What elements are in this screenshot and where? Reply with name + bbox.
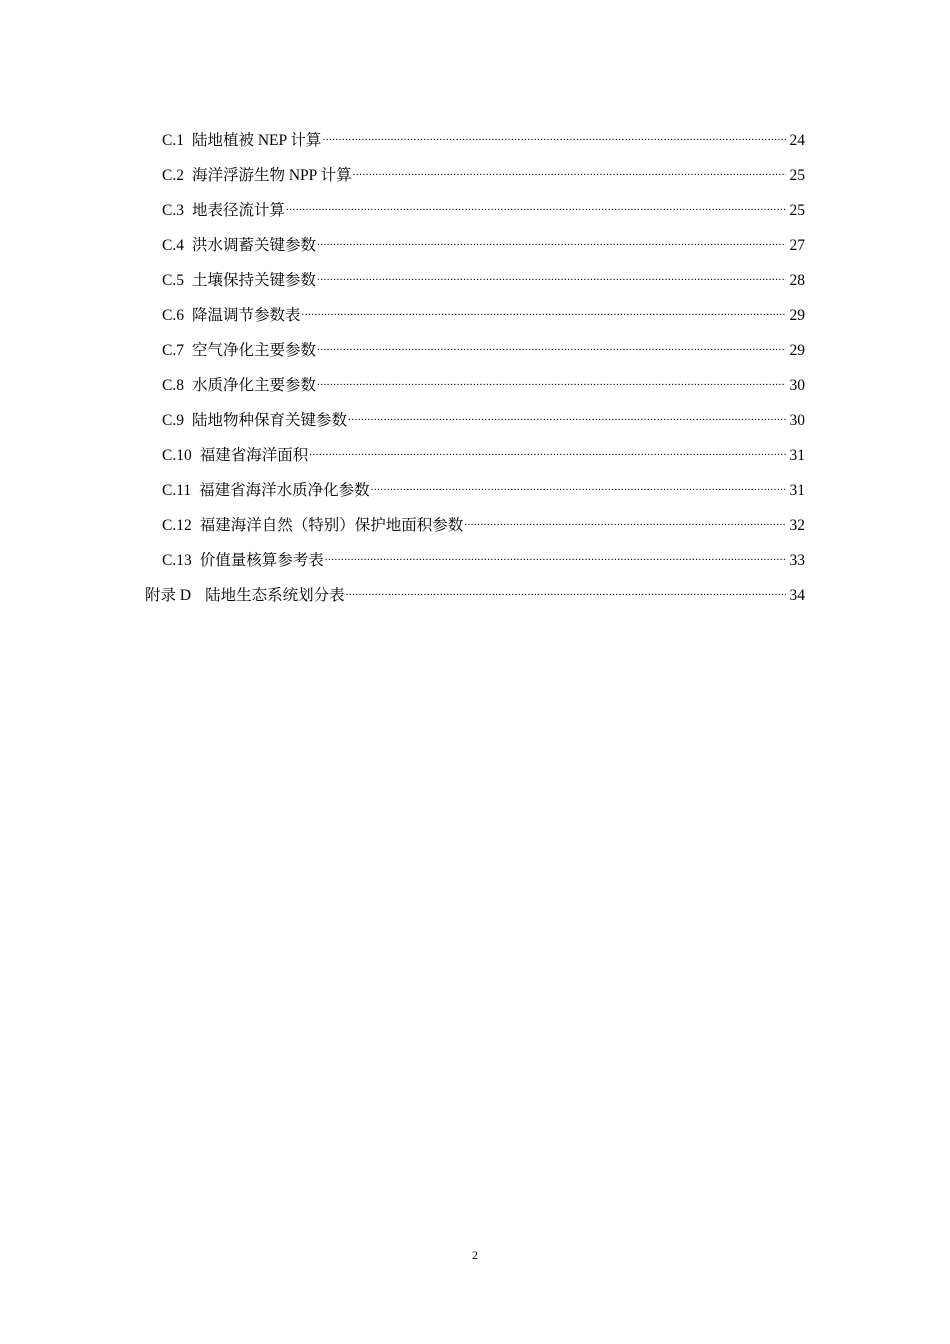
- toc-entry-page: 33: [789, 552, 805, 569]
- toc-entry-title: 福建海洋自然（特别）保护地面积参数: [199, 517, 464, 534]
- toc-entry-page: 28: [789, 272, 805, 289]
- toc-dot-leader: [317, 232, 786, 252]
- toc-entry-number: C.12: [162, 517, 192, 534]
- toc-dot-leader: [309, 442, 786, 462]
- toc-entry[interactable]: [0, 291, 950, 326]
- page-number: 2: [472, 1248, 478, 1262]
- toc-entry[interactable]: [0, 116, 950, 151]
- toc-entry-number: C.11: [162, 482, 192, 499]
- toc-entry-number: C.4: [162, 237, 184, 254]
- toc-entry-number: C.1: [162, 132, 184, 149]
- toc-entry[interactable]: [0, 221, 950, 256]
- toc-entry-title: 土壤保持关键参数: [191, 272, 316, 289]
- table-of-contents: [0, 116, 950, 606]
- toc-entry-title: 陆地生态系统划分表: [205, 587, 345, 604]
- toc-entry-title: 降温调节参数表: [191, 307, 301, 324]
- toc-entry-label: [162, 376, 316, 396]
- toc-dot-leader: [371, 477, 786, 497]
- toc-entry-page: 31: [789, 447, 805, 464]
- toc-entry-appendix[interactable]: [0, 571, 950, 606]
- toc-entry[interactable]: [0, 466, 950, 501]
- toc-entry-title: 水质净化主要参数: [191, 377, 316, 394]
- toc-entry[interactable]: [0, 501, 950, 536]
- toc-entry-page: 30: [789, 412, 805, 429]
- toc-entry-number: C.10: [162, 447, 192, 464]
- toc-entry-page: 34: [789, 587, 805, 604]
- toc-entry[interactable]: [0, 431, 950, 466]
- toc-entry-title: 海洋浮游生物 NPP 计算: [191, 167, 352, 184]
- toc-entry-title: 空气净化主要参数: [191, 342, 316, 359]
- toc-entry-title: 价值量核算参考表: [199, 552, 324, 569]
- toc-entry-page: 25: [789, 202, 805, 219]
- toc-entry-label: [162, 166, 352, 186]
- toc-entry-label: [162, 411, 347, 431]
- toc-entry-number: 附录 D: [145, 587, 192, 604]
- toc-entry[interactable]: [0, 186, 950, 221]
- toc-entry-number: C.8: [162, 377, 184, 394]
- toc-dot-leader: [325, 547, 786, 567]
- toc-entry-page: 25: [789, 167, 805, 184]
- toc-entry-label: [162, 271, 316, 291]
- toc-entry-page: 29: [789, 342, 805, 359]
- toc-entry-label: [145, 586, 345, 606]
- toc-entry-page: 24: [789, 132, 805, 149]
- toc-entry-page: 32: [789, 517, 805, 534]
- toc-entry-number: C.5: [162, 272, 184, 289]
- toc-entry-title: 陆地物种保育关键参数: [191, 412, 347, 429]
- toc-dot-leader: [317, 267, 786, 287]
- toc-entry-label: [162, 306, 300, 326]
- toc-entry-title: 陆地植被 NEP 计算: [191, 132, 322, 149]
- toc-entry-label: [162, 341, 316, 361]
- toc-entry[interactable]: [0, 536, 950, 571]
- toc-entry-number: C.6: [162, 307, 184, 324]
- toc-entry-label: [162, 481, 370, 501]
- toc-dot-leader: [317, 372, 786, 392]
- toc-entry-label: [162, 236, 316, 256]
- toc-entry[interactable]: [0, 151, 950, 186]
- toc-entry-page: 29: [789, 307, 805, 324]
- toc-entry-label: [162, 446, 308, 466]
- toc-entry[interactable]: [0, 326, 950, 361]
- toc-entry-label: [162, 201, 285, 221]
- toc-dot-leader: [301, 302, 786, 322]
- toc-entry-number: C.13: [162, 552, 192, 569]
- toc-dot-leader: [348, 407, 786, 427]
- toc-entry-number: C.2: [162, 167, 184, 184]
- toc-entry[interactable]: [0, 361, 950, 396]
- toc-entry-page: 31: [789, 482, 805, 499]
- toc-dot-leader: [464, 512, 786, 532]
- toc-dot-leader: [322, 127, 786, 147]
- toc-entry-label: [162, 516, 463, 536]
- toc-dot-leader: [346, 582, 786, 602]
- toc-entry-page: 30: [789, 377, 805, 394]
- toc-entry-title: 地表径流计算: [191, 202, 285, 219]
- toc-entry-number: C.3: [162, 202, 184, 219]
- toc-entry-page: 27: [789, 237, 805, 254]
- toc-dot-leader: [317, 337, 786, 357]
- toc-dot-leader: [286, 197, 786, 217]
- toc-entry-number: C.7: [162, 342, 184, 359]
- toc-entry-title: 福建省海洋面积: [199, 447, 309, 464]
- toc-entry-number: C.9: [162, 412, 184, 429]
- toc-entry-label: [162, 131, 321, 151]
- toc-entry-title: 洪水调蓄关键参数: [191, 237, 316, 254]
- toc-dot-leader: [353, 162, 786, 182]
- toc-entry[interactable]: [0, 396, 950, 431]
- toc-entry-title: 福建省海洋水质净化参数: [199, 482, 370, 499]
- toc-entry[interactable]: [0, 256, 950, 291]
- toc-entry-label: [162, 551, 324, 571]
